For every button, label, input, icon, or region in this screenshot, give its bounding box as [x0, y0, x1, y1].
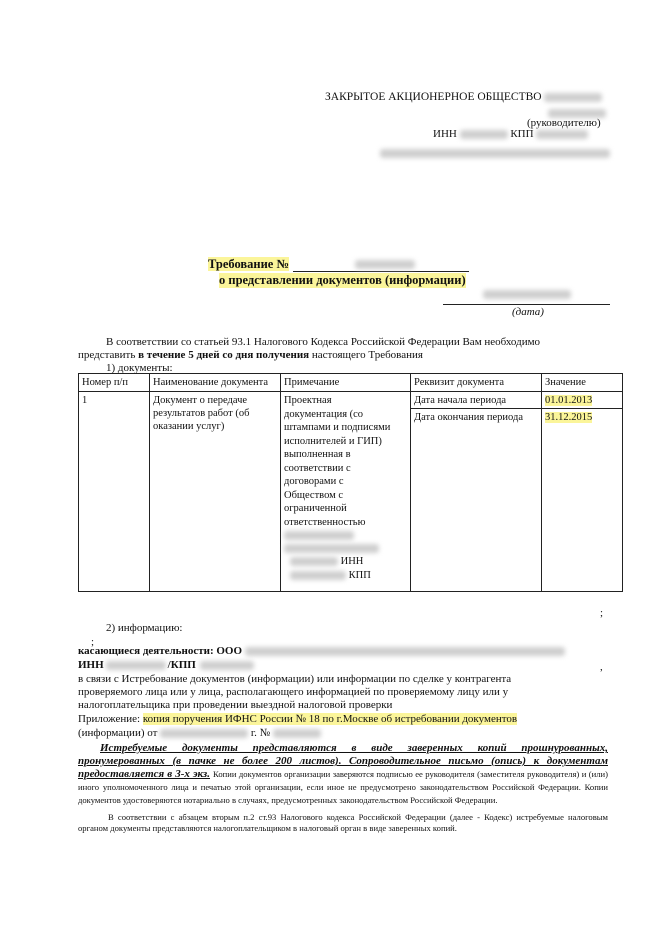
section-information-label: 2) информацию: [106, 622, 183, 634]
comma: , [600, 661, 603, 673]
semicolon: ; [600, 607, 604, 619]
concerning-activity: касающиеся деятельности: ООО [78, 645, 565, 657]
semicolon: ; [91, 636, 95, 648]
section-documents-label: 1) документы: [106, 362, 173, 374]
submission-notice: Истребуемые документы представляются в виде заверенных копий прошнурованных, пронумерованных (в пачке не более 200 листов). Сопроводительное письмо (опись) к документам предоставляется в 3-х экз. Копии документов организации заверяются подписью ее руководителя (заместителя руководителя) и (или) иного уполномоченного лица и печатью этой организации, если иное не предусмотрено законодательством Российской Федерации. Копии документов удостоверяются нотариально в случаях, предусмотренных законодательством Российской Федерации. [78, 742, 608, 805]
cell-number: 1 [79, 392, 150, 592]
requirement-subtitle: о представлении документов (информации) [219, 273, 466, 287]
date-label: (дата) [512, 306, 544, 318]
connection-line-2: проверяемого лица или у лица, располагающего информацией по проверяемому лицу или у [78, 686, 509, 698]
company-name: ЗАКРЫТОЕ АКЦИОНЕРНОЕ ОБЩЕСТВО [325, 91, 602, 103]
col-header-number: Номер п/п [79, 374, 150, 392]
table-row [79, 392, 623, 592]
redacted-text [544, 93, 602, 102]
intro-line-2: представить в течение 5 дней со дня получения настоящего Требования [78, 349, 423, 361]
cell-requisite: Дата начала периода Дата окончания периода [411, 392, 542, 592]
cell-value: 01.01.2013 31.12.2015 [542, 392, 623, 592]
col-header-requisite: Реквизит документа [411, 374, 542, 392]
documents-table [78, 373, 623, 592]
col-header-value: Значение [542, 374, 623, 392]
info-from-line: (информации) от г. № [78, 727, 321, 739]
col-header-name: Наименование документа [150, 374, 281, 392]
header-manager: (руководителю) [527, 117, 601, 129]
attachment-line: Приложение: копия поручения ИФНС России № 18 по г.Москве об истребовании документов [78, 713, 518, 725]
connection-line-3: налогоплательщика при проведении выездной налоговой проверки [78, 699, 393, 711]
cell-doc-name: Документ о передаче результатов работ (об оказании услуг) [150, 392, 281, 592]
inn-kpp-line: ИНН /КПП [78, 659, 254, 671]
article-93-paragraph: В соответствии с абзацем вторым п.2 ст.93 Налогового кодекса Российской Федерации (далее - Кодекс) истребуемые налоговым органом документы представляются налогоплательщиком в налоговый орган в виде заверенных копий. [78, 812, 608, 833]
col-header-note: Примечание [281, 374, 411, 392]
requirement-title: Требование № [208, 257, 469, 272]
date-line [443, 300, 610, 305]
header-inn-kpp: ИНН КПП [433, 128, 588, 140]
redacted-address [380, 144, 610, 162]
cell-note: Проектная документация (со штампами и подписями исполнителей и ГИП) выполненная в соответствии с договорами с Обществом с ограниченной ответственностью ИНН КПП [281, 392, 411, 592]
table-header-row [79, 374, 623, 392]
connection-line-1: в связи с Истребование документов (информации) или информации по сделке у контрагента [78, 673, 512, 685]
intro-line-1: В соответствии со статьей 93.1 Налогового Кодекса Российской Федерации Вам необходимо [106, 336, 541, 348]
